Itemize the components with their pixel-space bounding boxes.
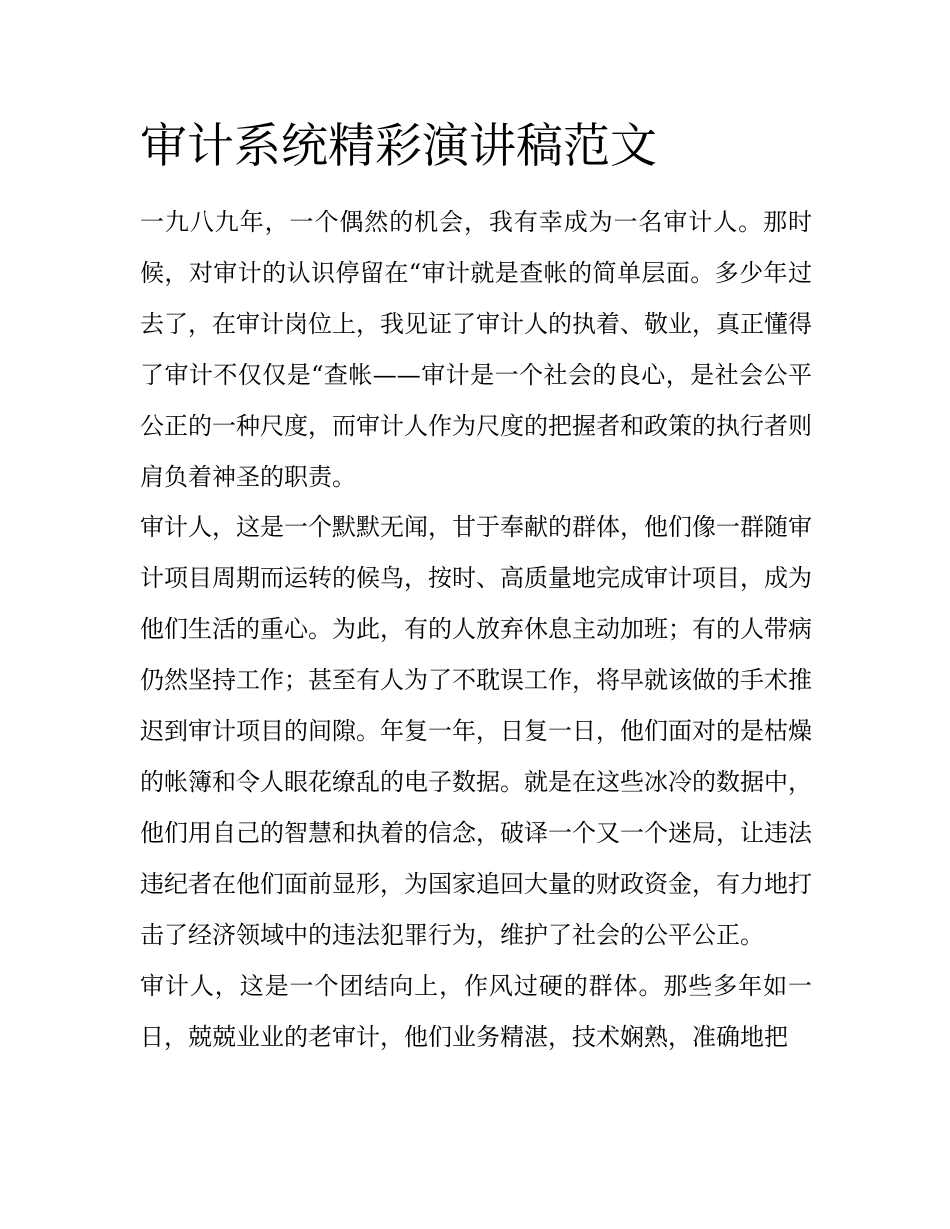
paragraph-1: 一九八九年，一个偶然的机会，我有幸成为一名审计人。那时候，对审计的认识停留在“审计就是查帐的简单层面。多少年过去了，在审计岗位上，我见证了审计人的执着、敬业，真正懂得了审计不仅仅是“查帐——审计是一个社会的良心，是社会公平公正的一种尺度，而审计人作为尺度的把握者和政策的执行者则肩负着神圣的职责。 xyxy=(140,208,812,491)
paragraph-2: 审计人，这是一个默默无闻，甘于奉献的群体，他们像一群随审计项目周期而运转的候鸟，按时、高质量地完成审计项目，成为他们生活的重心。为此，有的人放弃休息主动加班；有的人带病仍然坚持工作；甚至有人为了不耽误工作，将早就该做的手术推迟到审计项目的间隙。年复一年，日复一日，他们面对的是枯燥的帐簿和令人眼花缭乱的电子数据。就是在这些冰冷的数据中，他们用自己的智慧和执着的信念，破译一个又一个迷局，让违法违纪者在他们面前显形，为国家追回大量的财政资金，有力地打击了经济领域中的违法犯罪行为，维护了社会的公平公正。 xyxy=(140,513,812,949)
document-title: 审计系统精彩演讲稿范文 xyxy=(140,119,657,174)
paragraph-3: 审计人，这是一个团结向上，作风过硬的群体。那些多年如一日，兢兢业业的老审计，他们业务精湛，技术娴熟，准确地把 xyxy=(140,971,812,1051)
document-body xyxy=(140,197,812,1062)
